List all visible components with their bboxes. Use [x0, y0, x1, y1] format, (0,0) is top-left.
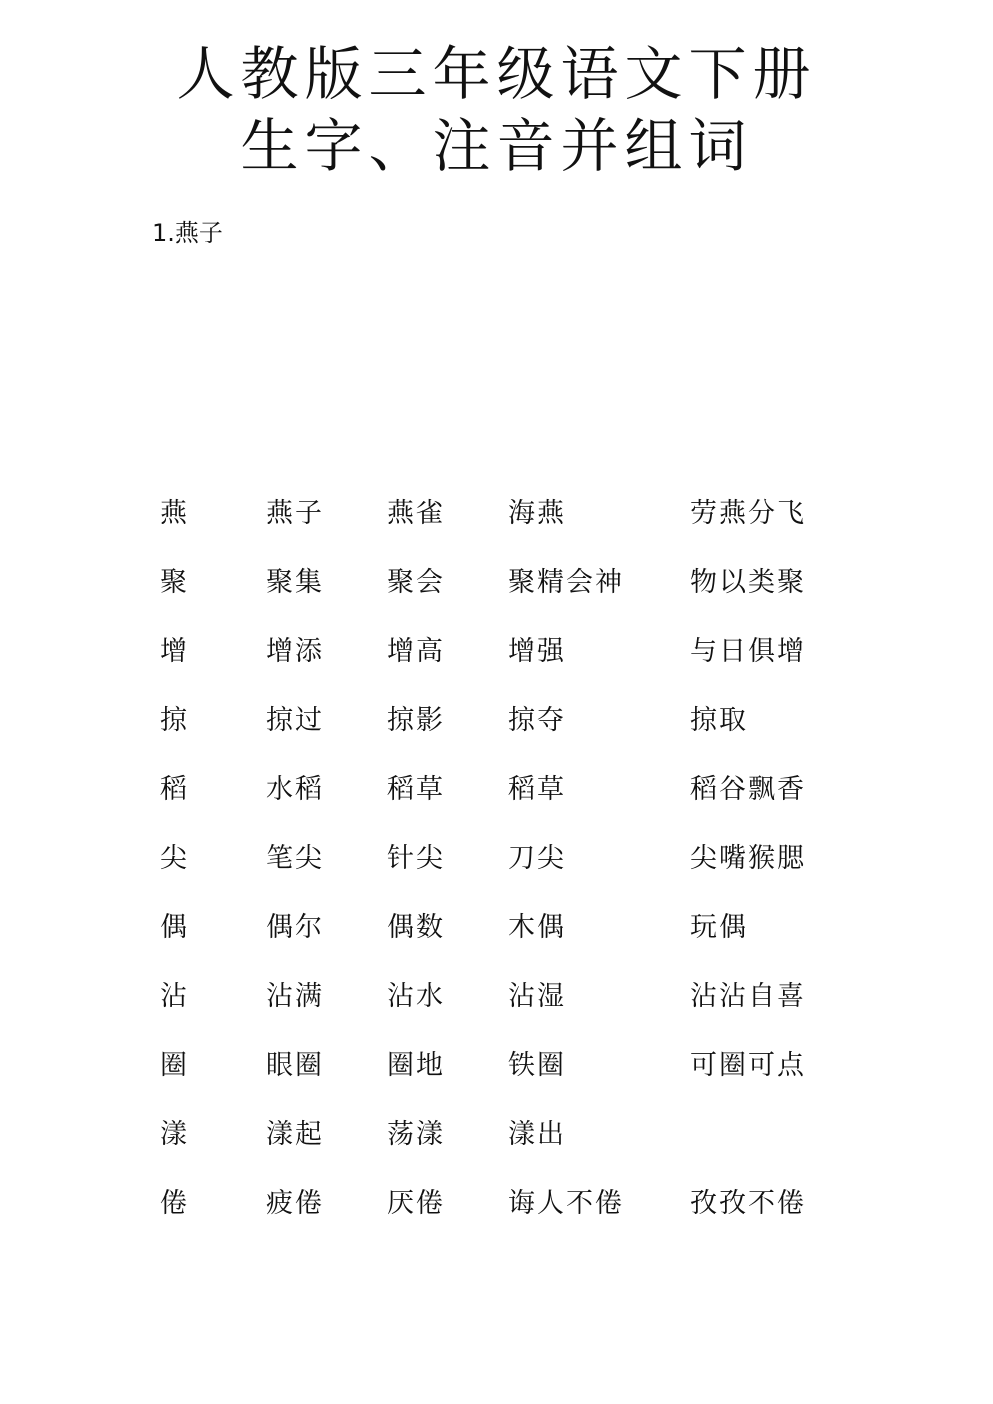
title-line-2: 生字、注音并组词 — [240, 112, 753, 180]
word-2: 偶数 — [387, 912, 445, 943]
new-character: 圈 — [160, 1050, 189, 1081]
word-1: 燕子 — [266, 498, 324, 529]
word-3: 诲人不倦 — [508, 1188, 624, 1219]
table-row — [160, 977, 860, 1046]
word-2: 稻草 — [387, 774, 445, 805]
idiom: 物以类聚 — [690, 567, 806, 598]
table-row — [160, 770, 860, 839]
word-3: 聚精会神 — [508, 567, 624, 598]
word-1: 水稻 — [266, 774, 324, 805]
new-character: 沾 — [160, 981, 189, 1012]
idiom: 孜孜不倦 — [690, 1188, 806, 1219]
idiom: 掠取 — [690, 705, 748, 736]
word-2: 圈地 — [387, 1050, 445, 1081]
word-3: 铁圈 — [508, 1050, 566, 1081]
word-1: 聚集 — [266, 567, 324, 598]
new-character: 燕 — [160, 498, 189, 529]
word-3: 木偶 — [508, 912, 566, 943]
word-2: 聚会 — [387, 567, 445, 598]
vocabulary-table — [160, 494, 860, 1253]
word-1: 疲倦 — [266, 1188, 324, 1219]
new-character: 倦 — [160, 1188, 189, 1219]
word-2: 增高 — [387, 636, 445, 667]
word-1: 增添 — [266, 636, 324, 667]
word-3: 增强 — [508, 636, 566, 667]
word-2: 厌倦 — [387, 1188, 445, 1219]
word-3: 沾湿 — [508, 981, 566, 1012]
word-3: 漾出 — [508, 1119, 566, 1150]
word-1: 沾满 — [266, 981, 324, 1012]
idiom: 沾沾自喜 — [690, 981, 806, 1012]
table-row — [160, 908, 860, 977]
lesson-heading: 1.燕子 — [152, 219, 223, 247]
new-character: 掠 — [160, 705, 189, 736]
new-character: 增 — [160, 636, 189, 667]
table-row — [160, 632, 860, 701]
word-2: 荡漾 — [387, 1119, 445, 1150]
table-row — [160, 494, 860, 563]
word-2: 针尖 — [387, 843, 445, 874]
word-1: 眼圈 — [266, 1050, 324, 1081]
table-row — [160, 1115, 860, 1184]
new-character: 稻 — [160, 774, 189, 805]
idiom: 稻谷飘香 — [690, 774, 806, 805]
word-2: 燕雀 — [387, 498, 445, 529]
word-3: 海燕 — [508, 498, 566, 529]
idiom: 与日俱增 — [690, 636, 806, 667]
word-2: 沾水 — [387, 981, 445, 1012]
table-row — [160, 839, 860, 908]
idiom: 玩偶 — [690, 912, 748, 943]
new-character: 偶 — [160, 912, 189, 943]
new-character: 漾 — [160, 1119, 189, 1150]
word-1: 漾起 — [266, 1119, 324, 1150]
word-1: 笔尖 — [266, 843, 324, 874]
table-row — [160, 1184, 860, 1253]
word-3: 刀尖 — [508, 843, 566, 874]
new-character: 聚 — [160, 567, 189, 598]
new-character: 尖 — [160, 843, 189, 874]
word-1: 偶尔 — [266, 912, 324, 943]
title-line-1: 人教版三年级语文下册 — [176, 40, 817, 108]
table-row — [160, 563, 860, 632]
word-2: 掠影 — [387, 705, 445, 736]
document-title — [0, 38, 993, 182]
table-row — [160, 1046, 860, 1115]
word-3: 稻草 — [508, 774, 566, 805]
idiom: 尖嘴猴腮 — [690, 843, 806, 874]
word-1: 掠过 — [266, 705, 324, 736]
idiom: 劳燕分飞 — [690, 498, 806, 529]
table-row — [160, 701, 860, 770]
word-3: 掠夺 — [508, 705, 566, 736]
idiom: 可圈可点 — [690, 1050, 806, 1081]
